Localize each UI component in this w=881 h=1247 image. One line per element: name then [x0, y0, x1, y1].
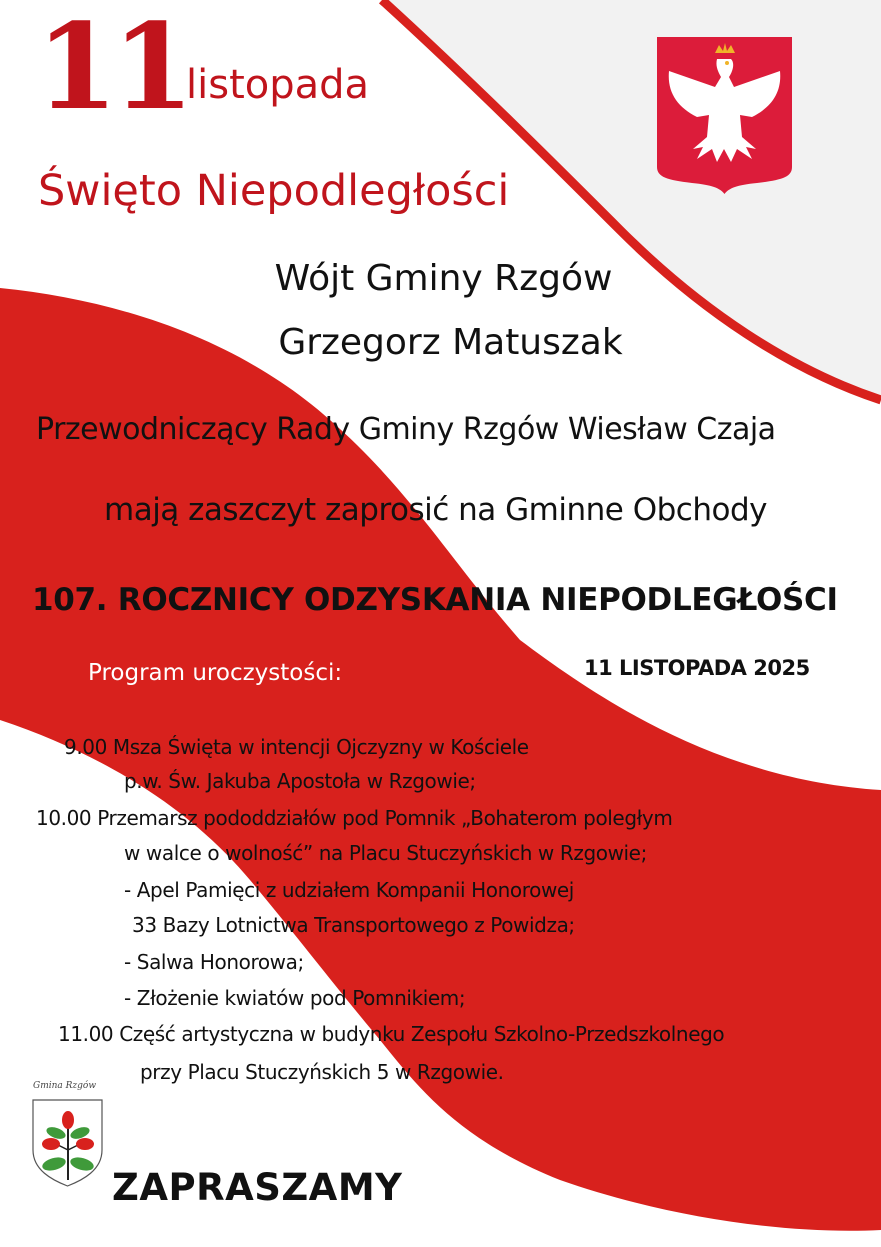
program-item: w walce o wolność” na Placu Stuczyńskich w Rzgowie; — [124, 841, 647, 865]
host-line-wojt: Wójt Gminy Rzgów — [274, 258, 613, 299]
program-item: 11.00 Część artystyczna w budynku Zespołu Szkolno-Przedszkolnego — [58, 1022, 725, 1046]
closing-invite: ZAPRASZAMY — [112, 1166, 403, 1209]
program-item: - Apel Pamięci z udziałem Kompanii Honorowej — [124, 878, 574, 902]
program-item: 9.00 Msza Święta w intencji Ojczyzny w Kościele — [64, 735, 529, 759]
day-number: 11 — [36, 0, 189, 136]
program-item: - Złożenie kwiatów pod Pomnikiem; — [124, 986, 466, 1010]
anniversary-heading: 107. ROCZNICY ODZYSKANIA NIEPODLEGŁOŚCI — [32, 582, 838, 618]
event-date: 11 LISTOPADA 2025 — [584, 656, 810, 680]
host-line-council-chair: Przewodniczący Rady Gminy Rzgów Wiesław Czaja — [36, 412, 776, 447]
white-eagle-emblem-icon — [657, 37, 792, 194]
invitation-text: mają zaszczyt zaprosić na Gminne Obchody — [104, 492, 767, 528]
program-item: p.w. Św. Jakuba Apostoła w Rzgowie; — [124, 769, 476, 793]
program-heading: Program uroczystości: — [88, 660, 343, 686]
month-label: listopada — [186, 62, 370, 108]
host-line-name: Grzegorz Matuszak — [278, 322, 623, 363]
program-item: 33 Bazy Lotnictwa Transportowego z Powidza; — [132, 913, 575, 937]
program-item: przy Placu Stuczyńskich 5 w Rzgowie. — [140, 1060, 504, 1084]
program-item: 10.00 Przemarsz pododdziałów pod Pomnik „Bohaterom poległym — [36, 806, 673, 830]
program-item: - Salwa Honorowa; — [124, 950, 304, 974]
holiday-title: Święto Niepodległości — [38, 166, 510, 216]
rosehip-municipal-emblem-icon — [28, 1080, 108, 1190]
municipality-logo-label: Gmina Rzgów — [33, 1081, 97, 1091]
